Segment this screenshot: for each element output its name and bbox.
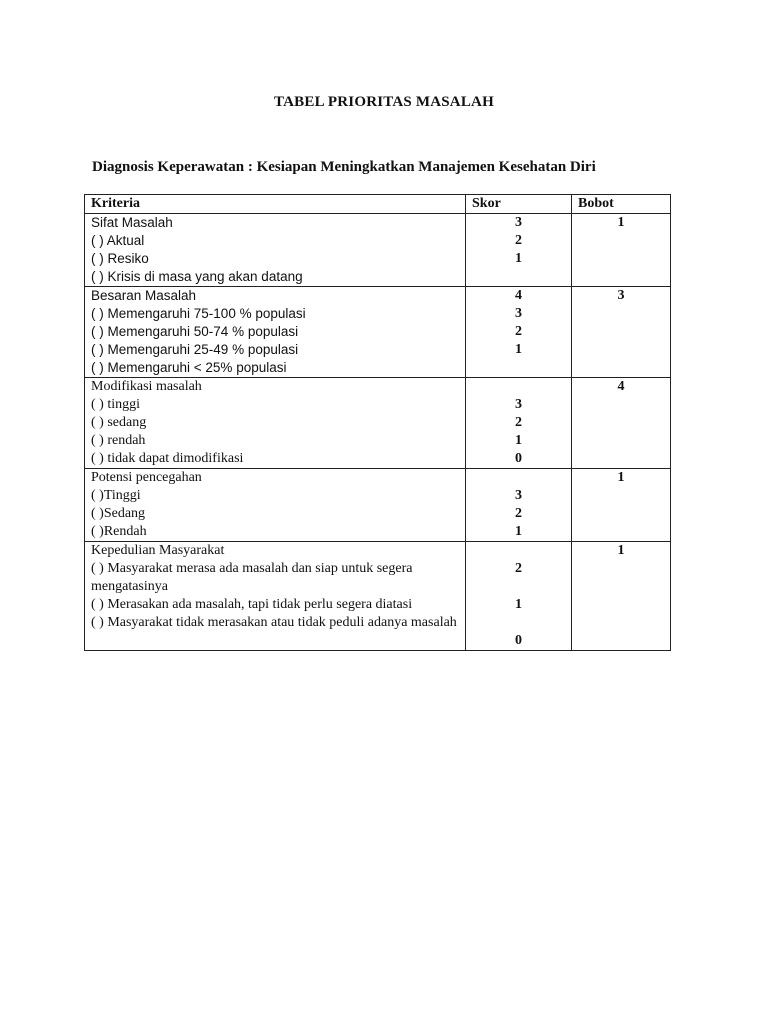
score-value: 1 xyxy=(515,251,522,266)
criteria-option: ( ) rendah xyxy=(91,433,146,448)
table-row xyxy=(85,214,671,287)
criteria-option: ( ) Aktual xyxy=(91,233,145,248)
header-skor: Skor xyxy=(466,195,572,214)
score-cell xyxy=(466,469,572,542)
bobot-value: 1 xyxy=(617,470,625,485)
score-value: 3 xyxy=(515,488,522,503)
score-value xyxy=(472,469,565,487)
bobot-cell xyxy=(572,287,671,378)
score-cell xyxy=(466,214,572,287)
score-value: 2 xyxy=(515,233,522,248)
table-row xyxy=(85,542,671,651)
criteria-option: ( ) Krisis di masa yang akan datang xyxy=(91,269,303,284)
criteria-option: ( ) sedang xyxy=(91,415,147,430)
score-value: 2 xyxy=(515,415,522,430)
criteria-option: ( ) Memengaruhi 25-49 % populasi xyxy=(91,342,299,357)
score-cell xyxy=(466,378,572,469)
score-value: 1 xyxy=(515,433,522,448)
criteria-option: ( ) Resiko xyxy=(91,251,149,266)
bobot-cell xyxy=(572,542,671,651)
score-value: 2 xyxy=(515,561,522,576)
header-kriteria: Kriteria xyxy=(85,195,466,214)
score-value: 1 xyxy=(515,524,522,539)
bobot-value: 1 xyxy=(617,543,625,558)
score-value: 1 xyxy=(515,342,522,357)
priority-table xyxy=(84,194,671,651)
bobot-value: 1 xyxy=(617,215,625,230)
score-value xyxy=(472,268,565,286)
criteria-cell xyxy=(85,378,466,469)
criteria-option: ( ) tinggi xyxy=(91,397,140,412)
score-value: 4 xyxy=(515,288,522,303)
criteria-heading: Modifikasi masalah xyxy=(91,379,202,394)
criteria-cell xyxy=(85,287,466,378)
table-row xyxy=(85,378,671,469)
table-row xyxy=(85,469,671,542)
diagnosis-heading: Diagnosis Keperawatan : Kesiapan Meningkatkan Manajemen Kesehatan Diri xyxy=(92,159,596,175)
bobot-cell xyxy=(572,378,671,469)
score-value: 0 xyxy=(515,451,522,466)
criteria-option: ( ) Memengaruhi 75-100 % populasi xyxy=(91,306,306,321)
header-bobot: Bobot xyxy=(572,195,671,214)
score-value: 1 xyxy=(515,597,522,612)
criteria-heading: Sifat Masalah xyxy=(91,215,173,230)
score-value: 3 xyxy=(515,215,522,230)
criteria-option: ( )Sedang xyxy=(91,506,146,521)
table-row xyxy=(85,287,671,378)
score-value xyxy=(472,359,565,377)
bobot-value: 4 xyxy=(617,379,625,394)
criteria-option: ( )Tinggi xyxy=(91,488,141,503)
criteria-cell xyxy=(85,542,466,651)
score-value: 3 xyxy=(515,306,522,321)
criteria-option: ( ) Masyarakat tidak merasakan atau tidak peduli adanya masalah xyxy=(91,615,457,630)
score-spacer xyxy=(472,542,565,560)
table-header-row xyxy=(85,195,671,214)
score-cell xyxy=(466,542,572,651)
score-value: 2 xyxy=(515,506,522,521)
criteria-heading: Besaran Masalah xyxy=(91,288,197,303)
score-cell xyxy=(466,287,572,378)
criteria-option: ( )Rendah xyxy=(91,524,147,539)
score-value: 2 xyxy=(515,324,522,339)
score-value: 0 xyxy=(515,633,522,648)
criteria-heading: Potensi pencegahan xyxy=(91,470,202,485)
criteria-heading: Kepedulian Masyarakat xyxy=(91,543,225,558)
bobot-cell xyxy=(572,469,671,542)
score-value: 3 xyxy=(515,397,522,412)
bobot-value: 3 xyxy=(617,288,625,303)
score-spacer xyxy=(472,578,565,596)
criteria-option: ( ) tidak dapat dimodifikasi xyxy=(91,451,244,466)
criteria-option: ( ) Masyarakat merasa ada masalah dan siap untuk segera mengatasinya xyxy=(91,561,413,594)
criteria-option: ( ) Memengaruhi < 25% populasi xyxy=(91,360,287,375)
criteria-cell xyxy=(85,214,466,287)
criteria-option: ( ) Memengaruhi 50-74 % populasi xyxy=(91,324,299,339)
criteria-cell xyxy=(85,469,466,542)
bobot-cell xyxy=(572,214,671,287)
criteria-option: ( ) Merasakan ada masalah, tapi tidak perlu segera diatasi xyxy=(91,597,413,612)
score-spacer xyxy=(472,614,565,632)
score-value xyxy=(472,378,565,396)
document-title: TABEL PRIORITAS MASALAH xyxy=(274,94,494,110)
